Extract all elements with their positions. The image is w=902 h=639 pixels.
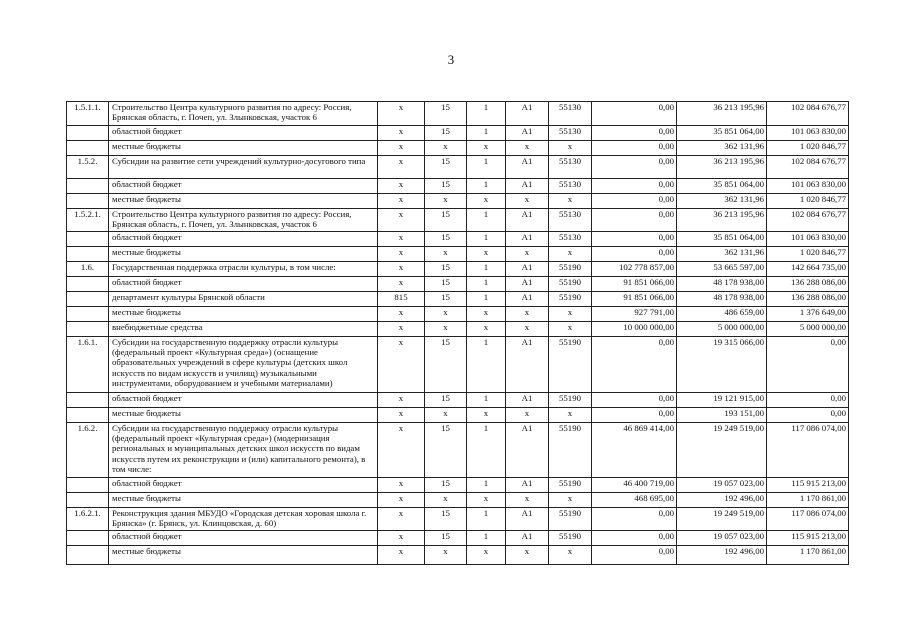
table-row — [67, 546, 849, 565]
item-name-cell: Государственная поддержка отрасли культуры, в том числе: — [109, 262, 378, 277]
code-cell: x — [425, 546, 467, 565]
row-number-cell — [67, 292, 109, 307]
code-cell: x — [549, 493, 592, 508]
amount-cell: 1 170 861,00 — [767, 493, 849, 508]
code-cell: 15 — [425, 232, 467, 247]
row-number-cell: 1.5.1.1. — [67, 102, 109, 126]
table-row — [67, 337, 849, 393]
amount-cell: 19 249 519,00 — [677, 508, 767, 531]
table-row — [67, 247, 849, 262]
code-cell: A1 — [506, 277, 549, 292]
code-cell: x — [378, 322, 425, 337]
amount-cell: 1 376 649,00 — [767, 307, 849, 322]
row-number-cell — [67, 408, 109, 423]
code-cell: 15 — [425, 531, 467, 546]
amount-cell: 0,00 — [592, 546, 677, 565]
code-cell: x — [506, 546, 549, 565]
amount-cell: 142 664 735,00 — [767, 262, 849, 277]
code-cell: x — [549, 194, 592, 209]
amount-cell: 10 000 000,00 — [592, 322, 677, 337]
item-name-cell: Строительство Центра культурного развития по адресу: Россия, Брянская область, г. Почеп, ул. Злынковская, участок 6 — [109, 102, 378, 126]
item-name-cell: департамент культуры Брянской области — [109, 292, 378, 307]
code-cell: 1 — [467, 337, 506, 393]
amount-cell: 0,00 — [592, 179, 677, 194]
code-cell: 15 — [425, 209, 467, 232]
code-cell: x — [549, 307, 592, 322]
item-name-cell: Реконструкция здания МБУДО «Городская детская хоровая школа г. Брянска» (г. Брянск, ул. Клинцовская, д. 60) — [109, 508, 378, 531]
code-cell: x — [506, 307, 549, 322]
item-name-cell: Субсидии на государственную поддержку отрасли культуры (федеральный проект «Культурная среда») (модернизация региональных и муниципальных детских школ искусств по видам искусств путем их реконструкции и (или) капитального ремонта), в том числе: — [109, 423, 378, 478]
amount-cell: 117 086 074,00 — [767, 508, 849, 531]
code-cell: x — [378, 262, 425, 277]
table-row — [67, 277, 849, 292]
table-row — [67, 179, 849, 194]
code-cell: A1 — [506, 262, 549, 277]
code-cell: A1 — [506, 531, 549, 546]
code-cell: 1 — [467, 531, 506, 546]
amount-cell: 0,00 — [592, 141, 677, 156]
amount-cell: 192 496,00 — [677, 493, 767, 508]
amount-cell: 1 170 861,00 — [767, 546, 849, 565]
amount-cell: 0,00 — [592, 508, 677, 531]
code-cell: A1 — [506, 292, 549, 307]
amount-cell: 1 020 846,77 — [767, 194, 849, 209]
code-cell: x — [378, 337, 425, 393]
amount-cell: 102 084 676,77 — [767, 102, 849, 126]
row-number-cell — [67, 322, 109, 337]
code-cell: 55130 — [549, 156, 592, 179]
code-cell: x — [378, 156, 425, 179]
code-cell: x — [378, 531, 425, 546]
amount-cell: 0,00 — [592, 102, 677, 126]
budget-table — [66, 101, 849, 565]
code-cell: x — [378, 102, 425, 126]
table-row — [67, 478, 849, 493]
code-cell: 1 — [467, 262, 506, 277]
amount-cell: 192 496,00 — [677, 546, 767, 565]
code-cell: x — [378, 194, 425, 209]
code-cell: x — [378, 546, 425, 565]
item-name-cell: местные бюджеты — [109, 194, 378, 209]
code-cell: A1 — [506, 423, 549, 478]
table-row — [67, 493, 849, 508]
table-row — [67, 209, 849, 232]
row-number-cell — [67, 247, 109, 262]
code-cell: 15 — [425, 126, 467, 141]
table-row — [67, 141, 849, 156]
row-number-cell — [67, 277, 109, 292]
code-cell: 15 — [425, 102, 467, 126]
item-name-cell: областной бюджет — [109, 393, 378, 408]
table-row — [67, 393, 849, 408]
row-number-cell — [67, 393, 109, 408]
code-cell: x — [506, 141, 549, 156]
code-cell: A1 — [506, 179, 549, 194]
amount-cell: 115 915 213,00 — [767, 531, 849, 546]
code-cell: 55190 — [549, 393, 592, 408]
code-cell: x — [549, 322, 592, 337]
amount-cell: 46 400 719,00 — [592, 478, 677, 493]
amount-cell: 927 791,00 — [592, 307, 677, 322]
amount-cell: 362 131,96 — [677, 194, 767, 209]
item-name-cell: Строительство Центра культурного развития по адресу: Россия, Брянская область, г. Почеп, ул. Злынковская, участок 6 — [109, 209, 378, 232]
item-name-cell: местные бюджеты — [109, 546, 378, 565]
row-number-cell: 1.6.2. — [67, 423, 109, 478]
code-cell: x — [425, 493, 467, 508]
code-cell: x — [378, 126, 425, 141]
code-cell: x — [425, 408, 467, 423]
code-cell: x — [425, 247, 467, 262]
amount-cell: 102 778 857,00 — [592, 262, 677, 277]
code-cell: 1 — [467, 209, 506, 232]
code-cell: x — [425, 322, 467, 337]
code-cell: 15 — [425, 179, 467, 194]
code-cell: 55190 — [549, 478, 592, 493]
code-cell: x — [467, 247, 506, 262]
item-name-cell: областной бюджет — [109, 126, 378, 141]
table-row — [67, 102, 849, 126]
code-cell: x — [506, 247, 549, 262]
code-cell: x — [378, 247, 425, 262]
code-cell: x — [425, 194, 467, 209]
amount-cell: 35 851 064,00 — [677, 179, 767, 194]
code-cell: x — [378, 141, 425, 156]
code-cell: 55190 — [549, 292, 592, 307]
code-cell: 55130 — [549, 179, 592, 194]
code-cell: 1 — [467, 126, 506, 141]
code-cell: x — [549, 408, 592, 423]
amount-cell: 117 086 074,00 — [767, 423, 849, 478]
item-name-cell: местные бюджеты — [109, 307, 378, 322]
row-number-cell: 1.6.2.1. — [67, 508, 109, 531]
code-cell: 1 — [467, 277, 506, 292]
code-cell: 55190 — [549, 262, 592, 277]
amount-cell: 1 020 846,77 — [767, 141, 849, 156]
code-cell: A1 — [506, 126, 549, 141]
code-cell: 55130 — [549, 126, 592, 141]
amount-cell: 35 851 064,00 — [677, 232, 767, 247]
amount-cell: 193 151,00 — [677, 408, 767, 423]
code-cell: 55130 — [549, 232, 592, 247]
item-name-cell: областной бюджет — [109, 531, 378, 546]
amount-cell: 91 851 066,00 — [592, 277, 677, 292]
amount-cell: 0,00 — [767, 408, 849, 423]
amount-cell: 102 084 676,77 — [767, 156, 849, 179]
item-name-cell: местные бюджеты — [109, 141, 378, 156]
row-number-cell: 1.5.2. — [67, 156, 109, 179]
table-row — [67, 262, 849, 277]
amount-cell: 19 249 519,00 — [677, 423, 767, 478]
amount-cell: 136 288 086,00 — [767, 292, 849, 307]
item-name-cell: местные бюджеты — [109, 493, 378, 508]
code-cell: x — [378, 179, 425, 194]
code-cell: x — [378, 393, 425, 408]
row-number-cell — [67, 194, 109, 209]
code-cell: x — [425, 307, 467, 322]
code-cell: 15 — [425, 156, 467, 179]
row-number-cell — [67, 307, 109, 322]
code-cell: 55190 — [549, 423, 592, 478]
code-cell: x — [378, 209, 425, 232]
row-number-cell — [67, 232, 109, 247]
code-cell: A1 — [506, 337, 549, 393]
amount-cell: 486 659,00 — [677, 307, 767, 322]
code-cell: A1 — [506, 102, 549, 126]
amount-cell: 1 020 846,77 — [767, 247, 849, 262]
code-cell: x — [467, 546, 506, 565]
code-cell: x — [467, 322, 506, 337]
code-cell: 15 — [425, 292, 467, 307]
code-cell: 15 — [425, 337, 467, 393]
code-cell: 15 — [425, 277, 467, 292]
code-cell: x — [378, 423, 425, 478]
amount-cell: 36 213 195,96 — [677, 209, 767, 232]
code-cell: A1 — [506, 478, 549, 493]
row-number-cell — [67, 126, 109, 141]
amount-cell: 0,00 — [592, 232, 677, 247]
code-cell: 55190 — [549, 337, 592, 393]
code-cell: x — [506, 493, 549, 508]
amount-cell: 115 915 213,00 — [767, 478, 849, 493]
code-cell: x — [425, 141, 467, 156]
amount-cell: 362 131,96 — [677, 141, 767, 156]
item-name-cell: внебюджетные средства — [109, 322, 378, 337]
code-cell: x — [378, 307, 425, 322]
item-name-cell: Субсидии на государственную поддержку отрасли культуры (федеральный проект «Культурная среда») (оснащение образовательных учреждений в сфере культуры (детских школ искусств по видам искусств и училищ) музыкальными инструментами, оборудованием и учебными материалами) — [109, 337, 378, 393]
code-cell: x — [467, 408, 506, 423]
item-name-cell: Субсидии на развитие сети учреждений культурно-досугового типа — [109, 156, 378, 179]
code-cell: x — [378, 478, 425, 493]
code-cell: 1 — [467, 179, 506, 194]
code-cell: x — [549, 247, 592, 262]
amount-cell: 102 084 676,77 — [767, 209, 849, 232]
code-cell: x — [506, 194, 549, 209]
amount-cell: 19 121 915,00 — [677, 393, 767, 408]
amount-cell: 101 063 830,00 — [767, 179, 849, 194]
table-row — [67, 322, 849, 337]
code-cell: 1 — [467, 156, 506, 179]
amount-cell: 5 000 000,00 — [767, 322, 849, 337]
code-cell: A1 — [506, 232, 549, 247]
item-name-cell: местные бюджеты — [109, 408, 378, 423]
code-cell: A1 — [506, 156, 549, 179]
amount-cell: 36 213 195,96 — [677, 102, 767, 126]
code-cell: x — [378, 232, 425, 247]
code-cell: x — [378, 493, 425, 508]
row-number-cell — [67, 478, 109, 493]
amount-cell: 48 178 938,00 — [677, 292, 767, 307]
page-number: 3 — [447, 52, 455, 67]
amount-cell: 0,00 — [592, 156, 677, 179]
code-cell: 55190 — [549, 508, 592, 531]
table-row — [67, 408, 849, 423]
amount-cell: 0,00 — [592, 209, 677, 232]
code-cell: 1 — [467, 102, 506, 126]
code-cell: 55130 — [549, 209, 592, 232]
table-row — [67, 232, 849, 247]
code-cell: 55130 — [549, 102, 592, 126]
row-number-cell — [67, 179, 109, 194]
amount-cell: 91 851 066,00 — [592, 292, 677, 307]
code-cell: 1 — [467, 292, 506, 307]
row-number-cell — [67, 546, 109, 565]
amount-cell: 19 057 023,00 — [677, 531, 767, 546]
item-name-cell: областной бюджет — [109, 232, 378, 247]
table-row — [67, 292, 849, 307]
amount-cell: 362 131,96 — [677, 247, 767, 262]
table-row — [67, 156, 849, 179]
row-number-cell — [67, 141, 109, 156]
amount-cell: 0,00 — [592, 126, 677, 141]
item-name-cell: местные бюджеты — [109, 247, 378, 262]
code-cell: x — [378, 408, 425, 423]
table-row — [67, 194, 849, 209]
amount-cell: 5 000 000,00 — [677, 322, 767, 337]
code-cell: x — [549, 141, 592, 156]
code-cell: x — [378, 277, 425, 292]
amount-cell: 46 869 414,00 — [592, 423, 677, 478]
code-cell: x — [467, 194, 506, 209]
amount-cell: 0,00 — [592, 337, 677, 393]
row-number-cell: 1.5.2.1. — [67, 209, 109, 232]
amount-cell: 136 288 086,00 — [767, 277, 849, 292]
amount-cell: 101 063 830,00 — [767, 126, 849, 141]
table-row — [67, 307, 849, 322]
table-body — [67, 102, 849, 565]
row-number-cell: 1.6. — [67, 262, 109, 277]
code-cell: 815 — [378, 292, 425, 307]
code-cell: 55190 — [549, 531, 592, 546]
code-cell: 1 — [467, 393, 506, 408]
code-cell: 15 — [425, 423, 467, 478]
amount-cell: 468 695,00 — [592, 493, 677, 508]
code-cell: x — [378, 508, 425, 531]
code-cell: x — [467, 493, 506, 508]
row-number-cell — [67, 531, 109, 546]
table-row — [67, 126, 849, 141]
table-row — [67, 531, 849, 546]
item-name-cell: областной бюджет — [109, 277, 378, 292]
code-cell: 1 — [467, 232, 506, 247]
code-cell: 15 — [425, 393, 467, 408]
code-cell: x — [467, 307, 506, 322]
code-cell: A1 — [506, 508, 549, 531]
code-cell: A1 — [506, 393, 549, 408]
amount-cell: 35 851 064,00 — [677, 126, 767, 141]
amount-cell: 101 063 830,00 — [767, 232, 849, 247]
item-name-cell: областной бюджет — [109, 478, 378, 493]
code-cell: 55190 — [549, 277, 592, 292]
amount-cell: 0,00 — [592, 194, 677, 209]
code-cell: A1 — [506, 209, 549, 232]
amount-cell: 0,00 — [767, 337, 849, 393]
amount-cell: 0,00 — [592, 247, 677, 262]
amount-cell: 0,00 — [592, 408, 677, 423]
code-cell: x — [549, 546, 592, 565]
amount-cell: 19 057 023,00 — [677, 478, 767, 493]
amount-cell: 0,00 — [767, 393, 849, 408]
row-number-cell — [67, 493, 109, 508]
table-row — [67, 508, 849, 531]
code-cell: 1 — [467, 423, 506, 478]
code-cell: 15 — [425, 508, 467, 531]
amount-cell: 0,00 — [592, 393, 677, 408]
amount-cell: 53 665 597,00 — [677, 262, 767, 277]
amount-cell: 19 315 066,00 — [677, 337, 767, 393]
amount-cell: 0,00 — [592, 531, 677, 546]
code-cell: x — [506, 408, 549, 423]
code-cell: x — [506, 322, 549, 337]
code-cell: 15 — [425, 478, 467, 493]
code-cell: 15 — [425, 262, 467, 277]
item-name-cell: областной бюджет — [109, 179, 378, 194]
code-cell: 1 — [467, 478, 506, 493]
amount-cell: 48 178 938,00 — [677, 277, 767, 292]
code-cell: x — [467, 141, 506, 156]
amount-cell: 36 213 195,96 — [677, 156, 767, 179]
code-cell: 1 — [467, 508, 506, 531]
row-number-cell: 1.6.1. — [67, 337, 109, 393]
table-row — [67, 423, 849, 478]
